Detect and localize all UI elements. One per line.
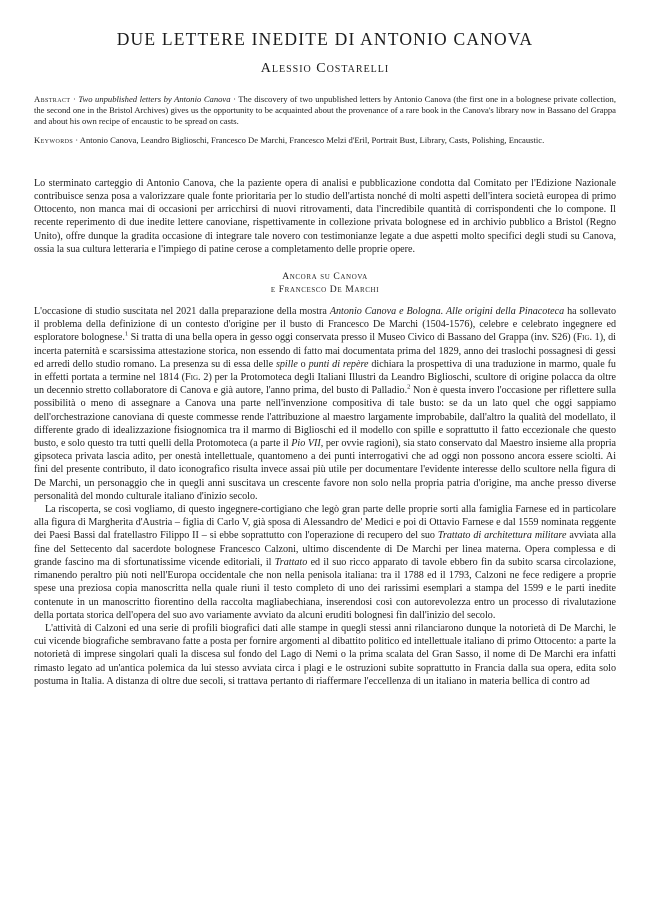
treatise-short-title: Trattato: [274, 556, 308, 568]
p1-text-i: dichiara la prospettiva di una traduzione in marmo, quale fu in effetti portata a termine nel 1814 (: [34, 358, 616, 384]
p2-text-c: avviata alla fine del Settecento dal sacerdote bolognese Francesco Calzoni, ultimo discendente di De Marchi per linea materna. Opera complessa e di grande fascino ma di sfortunatissime vicende editoriali, il: [34, 530, 616, 568]
p1-text-e: ), di incerta paternità e scarsissima attestazione storica, non essendo di fatto mai documentata prima del 1829, anno dei traslochi possagnesi di gessi ed arredi dello studio romano. La presenza su di essa delle: [34, 332, 616, 370]
section-heading-line1: Ancora su Canova: [282, 271, 368, 283]
p1-term-spille: spille: [275, 358, 298, 370]
article-author: Alessio Costarelli: [260, 61, 390, 76]
figure-ref-2[interactable]: Fig. 2: [185, 372, 209, 384]
keywords: [34, 135, 616, 146]
p1-text-a: L'occasione di studio suscitata nel 2021 dalla preparazione della mostra: [34, 306, 330, 318]
body-paragraph-2: [34, 503, 616, 622]
article-body: [34, 305, 616, 688]
section-heading-line2: e Francesco De Marchi: [270, 283, 380, 295]
abstract-text: · The discovery of two unpublished letters by Antonio Canova (the first one in a bolognese private collection, the second one in the Bristol Archives) gives us the opportunity to be acquainted about the provenance of a rare book in the Canova's library now in Bassano del Grappa and about his own recipe of encaustic to be spread on casts.: [34, 94, 616, 127]
figure-ref-1[interactable]: Fig. 1: [576, 332, 600, 344]
p1-text-d: Si tratta di una bella opera in gesso oggi conservata presso il Museo Civico di Bassano del Grappa (inv. S26) (: [128, 332, 577, 344]
abstract-title: Two unpublished letters by Antonio Canova: [78, 94, 231, 104]
article-title: DUE LETTERE INEDITE DI ANTONIO CANOVA: [116, 29, 534, 49]
p1-term-pio-vii: Pio VII: [291, 438, 321, 450]
p1-text-k: Non è questa invero l'occasione per riflettere sulla possibilità o meno di assegnare a Canova una parte nell'invenzione compositiva di tale busto: se da un lato quel che oggi sappiamo dell'orchestrazione canoviana di queste commesse rende l'attribuzione al maestro largamente improbabile, dall'altro la qualità del modellato, il differente grado di idealizzazione fisiognomica tra il marmo di Biglioschi ed il modello con spille e soprattutto il fatto eccezionale che questo busto, e solo questo tra tutti quelli della Protomoteca (a parte il: [34, 385, 616, 450]
keywords-label: Keywords: [34, 134, 74, 145]
p2-text-a: La riscoperta, se così vogliamo, di questo ingegnere-cortigiano che legò gran parte delle proprie sorti alla famiglia Farnese ed in particolare alla figura di Margherita d'Austria – figlia di Carlo V, già sposa di Alessandro de' Medici e poi di Ottavio Farnese e dal 1559 nominata reggente dei Paesi Bassi dal fratellastro Filippo II – si ebbe soprattutto con l'operazione di recupero del suo: [34, 504, 616, 542]
p1-text-c: ha sollevato il problema della definizione di un contesto d'origine per il busto di Francesco De Marchi (1504-1576), celebre e celebrato ingegnere ed esploratore bolognese.: [34, 306, 616, 344]
p1-text-j: ) per la Protomoteca degli Italiani Illustri da Leandro Biglioschi, scultore di origine polacca da oltre un decennio stretto collaboratore di Canova e già autore, l'anno prima, del busto di Palladio.: [34, 372, 616, 397]
p2-text-e: ed il suo ricco apparato di tavole ebbero fin da subito scarsa circolazione, rimanendo peraltro più noti nell'Europa occidentale che non nella penisola italiana: tra il 1788 ed il 1793, Calzoni ne fece redigere a proprie spese una preziosa copia manoscritta nella quale riunì il testo completo di uno dei rarissimi esemplari a stampa del 1599 e le parti inedite contenute in un manoscritto fiorentino della raccolta magliabechiana, inserendosi così con autorevolezza entro un processo di rivalutazione della portata storica dell'opera del suo avo variamente avviato da alcuni eruditi bolognesi fin dall'inizio del secolo.: [34, 556, 616, 621]
body-paragraph-1: [34, 305, 616, 503]
footnote-ref-2[interactable]: 2: [407, 383, 411, 391]
abstract: [34, 94, 616, 128]
abstract-separator: ·: [70, 94, 79, 104]
section-heading: [34, 271, 616, 296]
body-paragraph-3: L'attività di Calzoni ed una serie di profili biografici dati alle stampe in quegli stessi anni rilanciarono dunque la notorietà di De Marchi, le cui vicende biografiche sembravano fatte a posta per fornire argomenti al dibattito politico ed intellettuale italiano di primo Ottocento: a parte la notorietà di imprese singolari quali la discesa sul fondo del Lago di Nemi o la prima scalata del Gran Sasso, il nome di De Marchi era infatti rimasto legato ad un'antica polemica da lui stesso avviata circa i plagi e le ostruzioni subite soprattutto in Francia dalla sua opera, edita solo postuma in Italia. A distanza di oltre due secoli, si trattava pertanto di riaffermare l'eccellenza di un italiano in materia bellica di contro ad: [34, 622, 616, 687]
treatise-title: Trattato di architettura militare: [437, 530, 567, 542]
abstract-label: Abstract: [34, 94, 71, 104]
exhibition-title: Antonio Canova e Bologna. Alle origini della Pinacoteca: [329, 306, 565, 318]
p1-text-g: o: [297, 358, 309, 370]
keywords-text: Antonio Canova, Leandro Biglioschi, Francesco De Marchi, Francesco Melzi d'Eril, Portrait Bust, Library, Casts, Polishing, Encaustic.: [79, 134, 545, 145]
footnote-ref-1[interactable]: 1: [124, 331, 129, 339]
keywords-separator: ·: [73, 134, 80, 145]
p1-term-repere: punti di repère: [308, 358, 369, 370]
intro-paragraph: Lo sterminato carteggio di Antonio Canova, che la paziente opera di analisi e pubblicazione condotta dal Comitato per l'Edizione Nazionale contribuisce senza posa a valorizzare quale fonte prioritaria per lo studio dell'artista nonché di molti aspetti dell'intera società europea di primo Ottocento, non manca mai di occasioni per arricchirsi di nuovi ritrovamenti, data l'incredibile quantità di corrispondenti che lo compone. Il recente reperimento di due inedite lettere canoviane, rispettivamente in collezione privata bolognese ed in archivio pubblico a Bristol (Regno Unito), offre dunque la gradita occasione di integrare tale novero con testimonianze legate a due aspetti molto specifici degli studi su Canova, ossia la sua cultura letteraria e l'impiego di patine cerose a completamento delle proprie opere.: [34, 177, 616, 255]
p1-text-m: , per ovvie ragioni), sia stato conservato dal Maestro insieme alla propria gipsoteca privata lascia adito, per onestà intellettuale, quantomeno a dei punti interrogativi che ad oggi non possono ancora essere sciolti. Ai fini del presente contributo, il dato iconografico risulta invece assai più utile per documentare l'evidente interesse dello scultore nella figura di De Marchi, un personaggio che in quegli anni suscitava un crescente favore non solo nella propria patria d'origine, ma anche presso diverse personalità del mondo culturale italiano d'inizio secolo.: [34, 438, 616, 502]
